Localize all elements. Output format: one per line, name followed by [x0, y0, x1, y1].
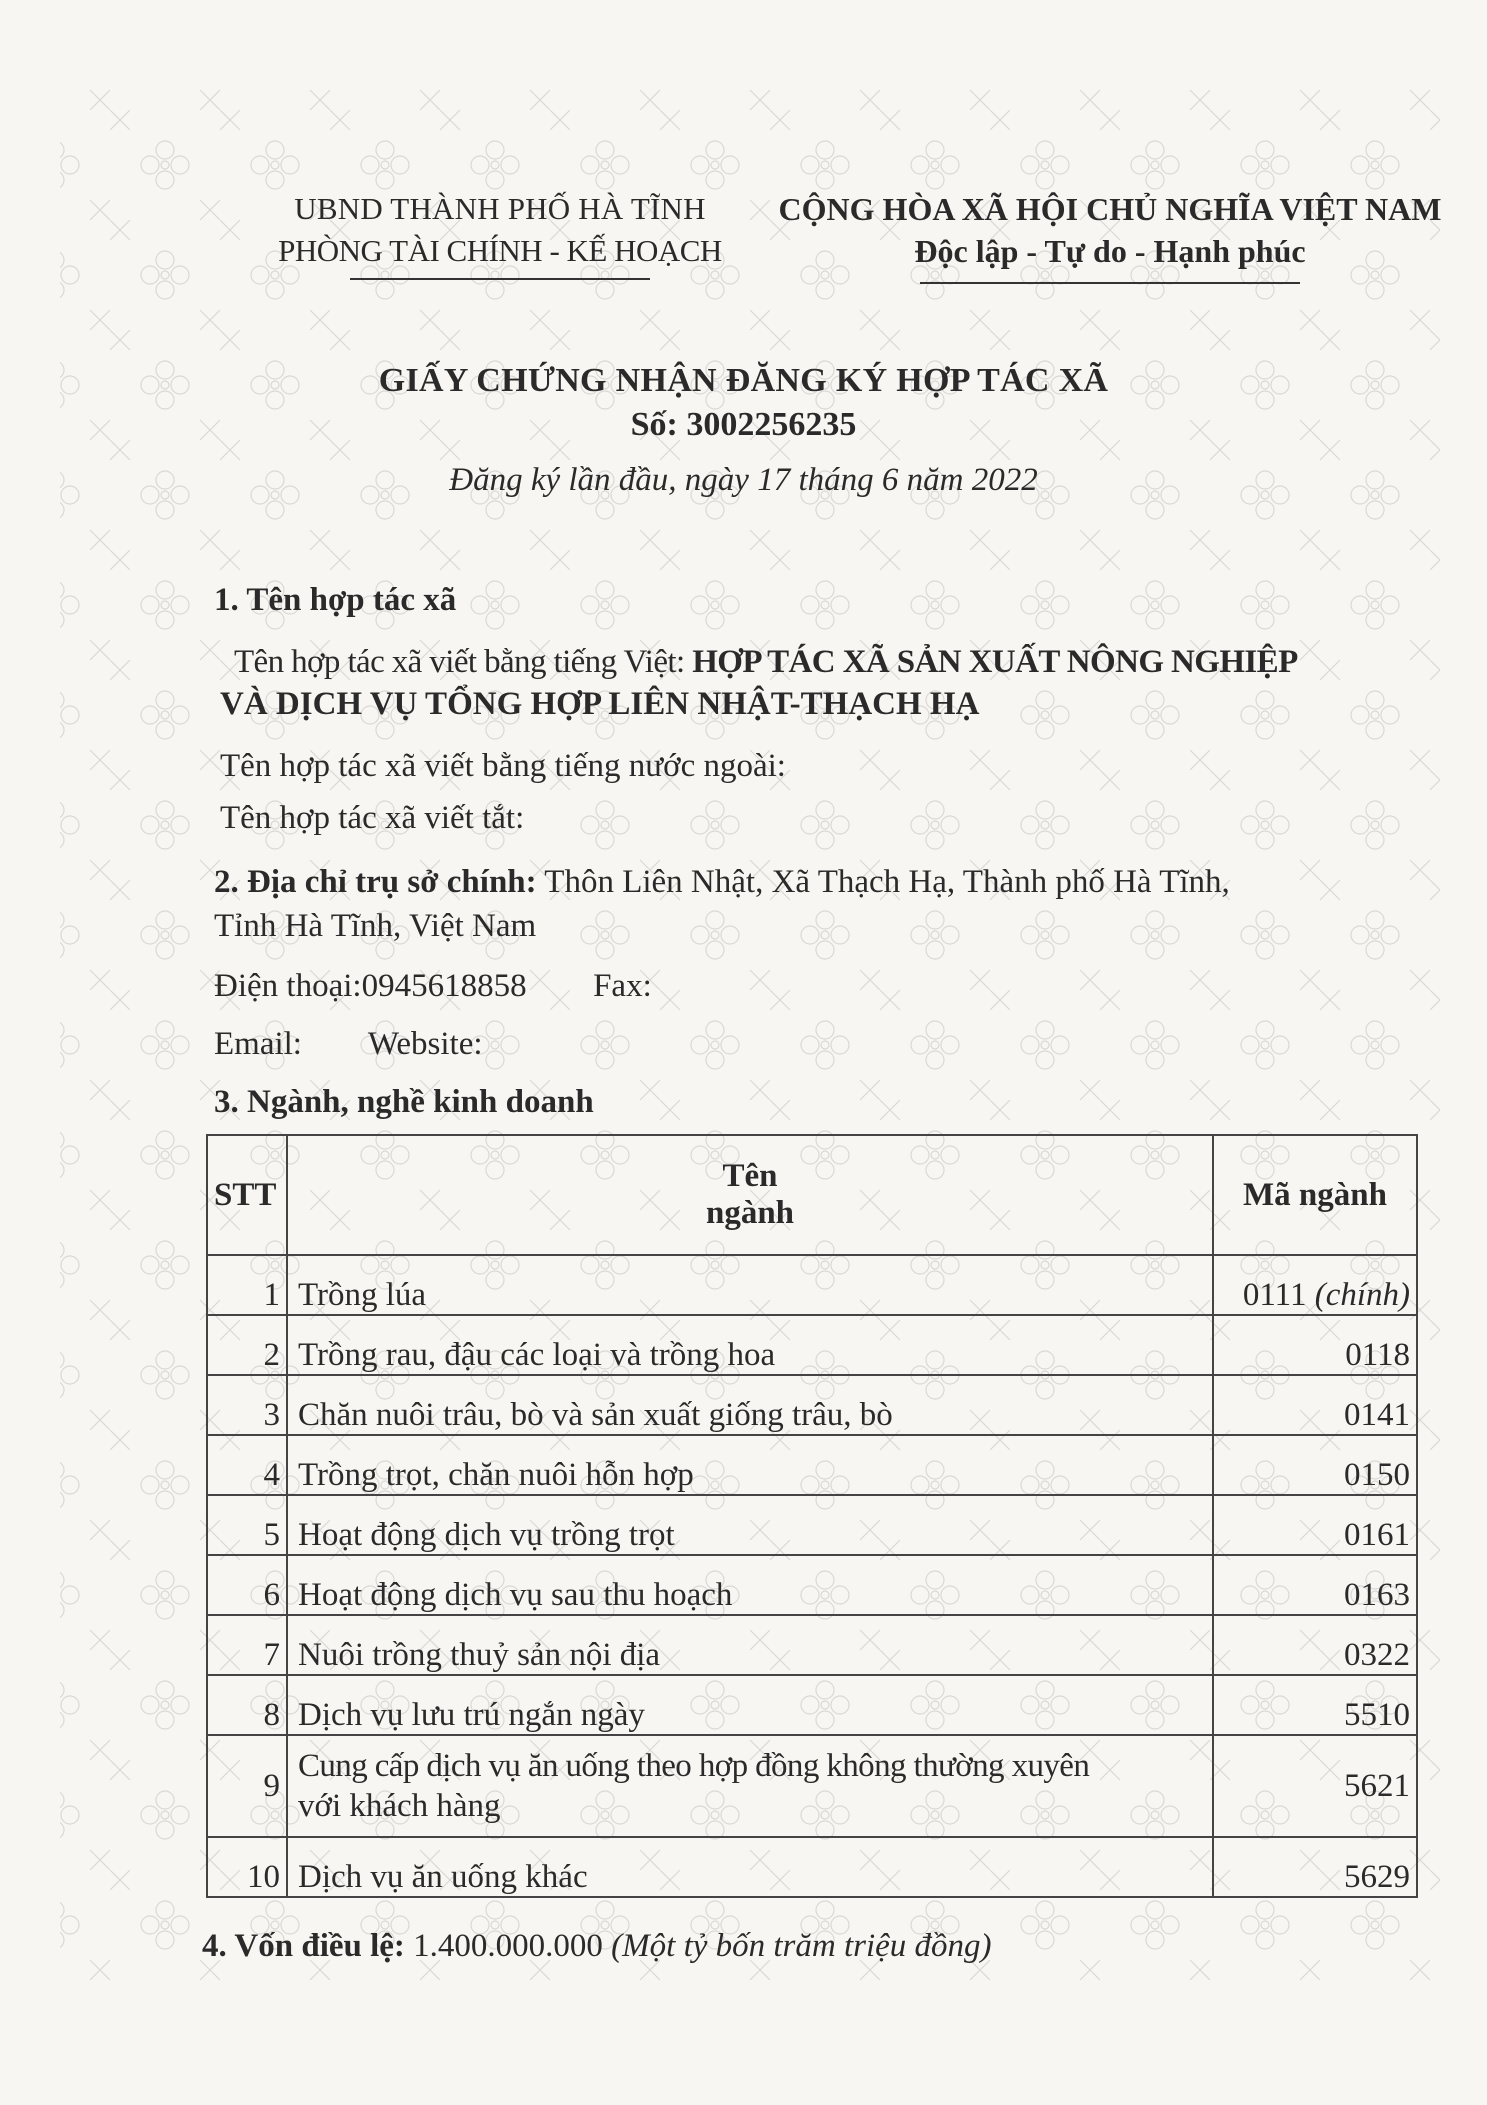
- document-title: GIẤY CHỨNG NHẬN ĐĂNG KÝ HỢP TÁC XÃ: [378, 362, 1109, 399]
- phone-value: 0945618858: [361, 968, 527, 1004]
- certificate-number: Số: 3002256235: [630, 406, 857, 443]
- phone-label: Điện thoại:: [214, 968, 362, 1004]
- row-stt: 4: [207, 1435, 287, 1495]
- row-stt: 9: [207, 1735, 287, 1837]
- row-ten: Chăn nuôi trâu, bò và sản xuất giống trâu, bò: [287, 1375, 1213, 1435]
- table-row: [207, 1375, 1417, 1435]
- row-stt: 8: [207, 1675, 287, 1735]
- contact-row: [214, 964, 652, 1008]
- fax-label: Fax:: [593, 968, 652, 1004]
- row-ma: 0161: [1213, 1495, 1417, 1555]
- col-ten-line1: Tên: [722, 1158, 778, 1194]
- row-ma: 5510: [1213, 1675, 1417, 1735]
- issuing-authority: [250, 188, 750, 280]
- col-ten-line2: ngành: [705, 1195, 795, 1231]
- vn-name-row: [234, 640, 1298, 684]
- motto-underline: [920, 282, 1300, 284]
- col-ma: Mã ngành: [1213, 1135, 1417, 1255]
- country-name: CỘNG HÒA XÃ HỘI CHỦ NGHĨA VIỆT NAM: [778, 191, 1442, 227]
- row-ma-note: (chính): [1314, 1277, 1410, 1313]
- row-ten: Hoạt động dịch vụ trồng trọt: [287, 1495, 1213, 1555]
- table-row: [207, 1315, 1417, 1375]
- capital-amount-words: (Một tỷ bốn trăm triệu đồng): [611, 1928, 992, 1964]
- table-row: [207, 1555, 1417, 1615]
- row-ma: 0118: [1213, 1315, 1417, 1375]
- table-row: [207, 1837, 1417, 1897]
- row-ten: Dịch vụ ăn uống khác: [287, 1837, 1213, 1897]
- business-lines-table: [206, 1134, 1418, 1898]
- vn-name-part1: HỢP TÁC XÃ SẢN XUẤT NÔNG NGHIỆP: [692, 644, 1298, 680]
- website-label: Website:: [367, 1026, 483, 1062]
- authority-line1: UBND THÀNH PHỐ HÀ TĨNH: [294, 191, 706, 226]
- row-ma: 0141: [1213, 1375, 1417, 1435]
- section2-heading: 2. Địa chỉ trụ sở chính:: [214, 864, 537, 900]
- section4-heading: 4. Vốn điều lệ:: [202, 1928, 405, 1964]
- authority-underline: [350, 278, 650, 280]
- short-name-label: Tên hợp tác xã viết tắt:: [220, 800, 525, 836]
- authority-line2: PHÒNG TÀI CHÍNH - KẾ HOẠCH: [278, 233, 722, 268]
- capital-amount: 1.400.000.000: [413, 1928, 603, 1964]
- row-ma: 0150: [1213, 1435, 1417, 1495]
- table-row: [207, 1255, 1417, 1315]
- table-row: [207, 1735, 1417, 1837]
- col-ten: [287, 1135, 1213, 1255]
- row-stt: 2: [207, 1315, 287, 1375]
- row-stt: 10: [207, 1837, 287, 1897]
- table-header-row: [207, 1135, 1417, 1255]
- registration-date: Đăng ký lần đầu, ngày 17 tháng 6 năm 2022: [449, 462, 1038, 498]
- section1-heading: 1. Tên hợp tác xã: [214, 582, 457, 618]
- table-row: [207, 1495, 1417, 1555]
- email-website-row: [214, 1022, 483, 1066]
- email-label: Email:: [214, 1026, 302, 1062]
- address-line1: Thôn Liên Nhật, Xã Thạch Hạ, Thành phố Hà Tĩnh,: [544, 864, 1230, 900]
- row-stt: 6: [207, 1555, 287, 1615]
- address-row: [214, 860, 1230, 904]
- row-ten-line2: với khách hàng: [298, 1788, 501, 1824]
- row-ma: 5629: [1213, 1837, 1417, 1897]
- row-stt: 5: [207, 1495, 287, 1555]
- row-ten: [287, 1735, 1213, 1837]
- row-stt: 7: [207, 1615, 287, 1675]
- table-row: [207, 1675, 1417, 1735]
- row-ten: Trồng lúa: [287, 1255, 1213, 1315]
- row-ten: Hoạt động dịch vụ sau thu hoạch: [287, 1555, 1213, 1615]
- address-line2: Tỉnh Hà Tĩnh, Việt Nam: [214, 908, 537, 944]
- row-ma-code: 0111: [1242, 1277, 1307, 1313]
- row-ten: Nuôi trồng thuỷ sản nội địa: [287, 1615, 1213, 1675]
- row-ten: Trồng trọt, chăn nuôi hỗn hợp: [287, 1435, 1213, 1495]
- table-row: [207, 1435, 1417, 1495]
- row-ma: 0163: [1213, 1555, 1417, 1615]
- national-motto: [760, 188, 1460, 284]
- row-ten: Trồng rau, đậu các loại và trồng hoa: [287, 1315, 1213, 1375]
- row-ten-line1: Cung cấp dịch vụ ăn uống theo hợp đồng không thường xuyên: [298, 1748, 1090, 1784]
- row-stt: 1: [207, 1255, 287, 1315]
- row-stt: 3: [207, 1375, 287, 1435]
- motto: Độc lập - Tự do - Hạnh phúc: [914, 233, 1306, 269]
- row-ma: 0322: [1213, 1615, 1417, 1675]
- row-ma: 5621: [1213, 1735, 1417, 1837]
- table-row: [207, 1615, 1417, 1675]
- vn-name-part2: VÀ DỊCH VỤ TỔNG HỢP LIÊN NHẬT-THẠCH HẠ: [220, 686, 980, 722]
- section3-heading: 3. Ngành, nghề kinh doanh: [214, 1084, 594, 1120]
- vn-name-label: Tên hợp tác xã viết bằng tiếng Việt:: [234, 644, 685, 680]
- row-ma: [1213, 1255, 1417, 1315]
- col-stt: STT: [207, 1135, 287, 1255]
- row-ten: Dịch vụ lưu trú ngắn ngày: [287, 1675, 1213, 1735]
- foreign-name-label: Tên hợp tác xã viết bằng tiếng nước ngoài:: [220, 748, 786, 784]
- capital-row: [202, 1924, 992, 1968]
